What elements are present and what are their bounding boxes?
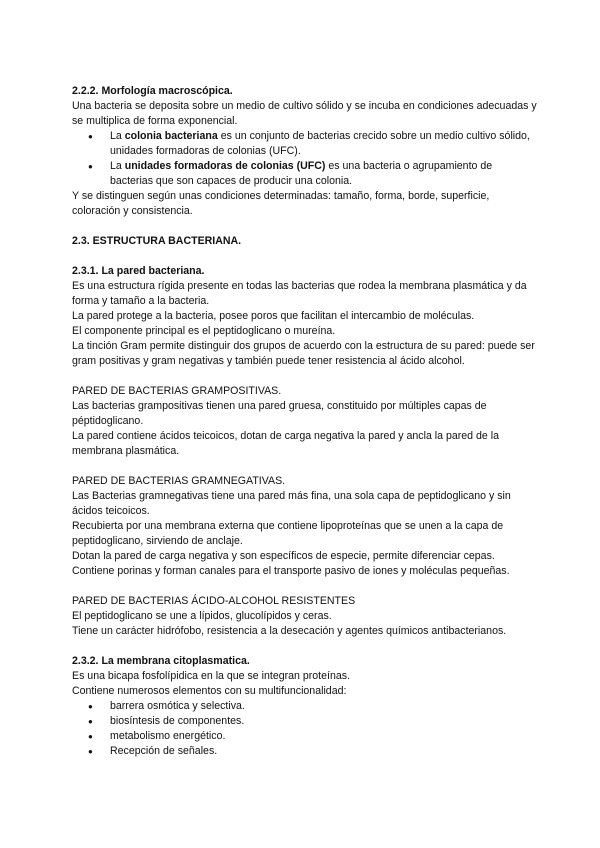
section-2-3-title: 2.3. ESTRUCTURA BACTERIANA. <box>72 235 242 247</box>
text: es un conjunto de bacterias crecido sobre un medio cultivo sólido, unidades formadoras de colonias (UFC). <box>110 130 530 157</box>
paragraph: La pared protege a la bacteria, posee poros que facilitan el intercambio de moléculas. <box>72 310 475 322</box>
paragraph: Es una bicapa fosfolípidica en la que se integran proteínas. <box>72 670 350 682</box>
text: La <box>110 130 125 142</box>
list-item-ufc <box>110 159 538 189</box>
bold-term: unidades formadoras de colonias (UFC) <box>124 160 326 172</box>
paragraph: La pared contiene ácidos teicoicos, dotan de carga negativa la pared y ancla la pared de la membrana plasmática. <box>72 430 499 457</box>
paragraph: Tiene un carácter hidrófobo, resistencia a la desecación y agentes químicos antibacterianos. <box>72 625 507 637</box>
paragraph: Las Bacterias gramnegativas tiene una pared más fina, una sola capa de peptidoglicano y sin ácidos teicoicos. <box>72 490 511 517</box>
colony-list <box>72 129 538 189</box>
section-2-3-1-title: 2.3.1. La pared bacteriana. <box>72 265 205 277</box>
section-2-2-2-intro: Una bacteria se deposita sobre un medio de cultivo sólido y se incuba en condiciones adecuadas y se multiplica de forma exponencial. <box>72 100 537 127</box>
paragraph: Contiene porinas y forman canales para el transporte pasivo de iones y moléculas pequeñas. <box>72 565 510 577</box>
gramnegative-heading: PARED DE BACTERIAS GRAMNEGATIVAS. <box>72 475 286 487</box>
paragraph: Las bacterias grampositivas tienen una pared gruesa, constituido por múltiples capas de péptidoglicano. <box>72 400 487 427</box>
list-item: ● metabolismo energético. <box>110 729 538 744</box>
paragraph: Contiene numerosos elementos con su multifuncionalidad: <box>72 685 347 697</box>
paragraph: El peptidoglicano se une a lípidos, glucolípidos y ceras. <box>72 610 332 622</box>
list-item: ● biosíntesis de componentes. <box>110 714 538 729</box>
section-2-2-2-outro: Y se distinguen según unas condiciones determinadas: tamaño, forma, borde, superficie, coloración y consistencia. <box>72 190 490 217</box>
paragraph: Dotan la pared de carga negativa y son específicos de especie, permite diferenciar cepas. <box>72 550 495 562</box>
section-2-2-2-title: 2.2.2. Morfología macroscópica. <box>72 85 233 97</box>
text: es una bacteria o agrupamiento de bacterias que son capaces de producir una colonia. <box>110 160 493 187</box>
paragraph: El componente principal es el peptidoglicano o mureína. <box>72 325 336 337</box>
paragraph: Recubierta por una membrana externa que contiene lipoproteínas que se unen a la capa de peptidoglicano, sirviendo de anclaje. <box>72 520 504 547</box>
paragraph: La tinción Gram permite distinguir dos grupos de acuerdo con la estructura de su pared: puede ser gram positivas y gram negativas y también puede tener resistencia al ácido alcohol. <box>72 340 535 367</box>
section-2-3-2-title: 2.3.2. La membrana citoplasmatica. <box>72 655 250 667</box>
acid-fast-heading: PARED DE BACTERIAS ÁCIDO-ALCOHOL RESISTENTES <box>72 595 356 607</box>
text: La <box>110 160 125 172</box>
paragraph: Es una estructura rígida presente en todas las bacterias que rodea la membrana plasmática y da forma y tamaño a la bacteria. <box>72 280 527 307</box>
list-item: ● barrera osmótica y selectiva. <box>110 699 538 714</box>
grampositive-heading: PARED DE BACTERIAS GRAMPOSITIVAS. <box>72 385 282 397</box>
list-item-colonia <box>110 129 538 159</box>
list-item: ● Recepción de señales. <box>110 744 538 759</box>
membrane-functions-list <box>72 699 538 759</box>
bold-term: colonia bacteriana <box>124 130 218 142</box>
